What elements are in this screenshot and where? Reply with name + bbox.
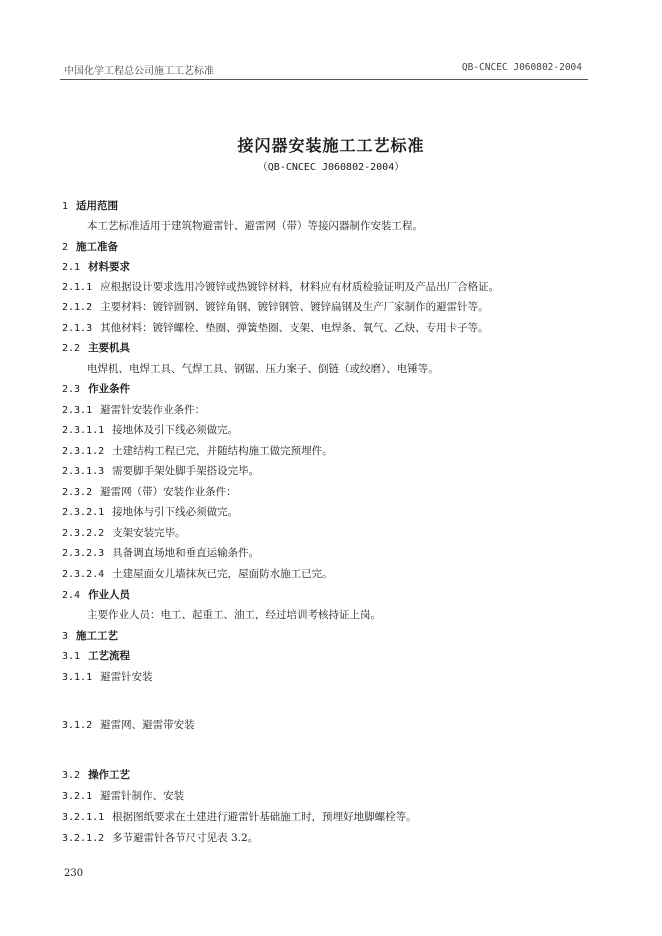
line-text: 施工工艺 xyxy=(76,630,119,642)
line-text: 其他材料：镀锌螺栓、垫圈、弹簧垫圈、支架、电焊条、氧气、乙炔、专用卡子等。 xyxy=(100,322,489,334)
section-number: 2.1.1 xyxy=(62,282,93,293)
line-text: 接地体及引下线必须做完。 xyxy=(112,424,239,436)
section-number: 3.2 xyxy=(62,770,81,781)
line-text: 具备调直场地和垂直运输条件。 xyxy=(112,547,260,559)
section-heading xyxy=(62,382,130,397)
line-text: 接地体与引下线必须做完。 xyxy=(112,506,239,518)
line-text: 材料要求 xyxy=(88,261,131,273)
line-text: 需要脚手架处脚手架搭设完毕。 xyxy=(112,465,260,477)
body-line xyxy=(62,718,195,733)
section-number: 2.1 xyxy=(62,262,81,273)
section-number: 2.1.2 xyxy=(62,302,93,313)
section-number: 3.1.2 xyxy=(62,720,93,731)
line-text: 避雷网、避雷带安装 xyxy=(100,719,195,731)
line-text: 施工准备 xyxy=(76,241,119,253)
section-number: 2.3.2.1 xyxy=(62,507,105,518)
section-heading xyxy=(62,199,118,214)
document-title: 接闪器安装施工工艺标准 xyxy=(237,136,425,155)
section-number: 2.4 xyxy=(62,590,81,601)
line-text: 操作工艺 xyxy=(88,769,131,781)
section-number: 2.3.2 xyxy=(62,487,93,498)
section-heading xyxy=(62,341,130,356)
body-line xyxy=(62,423,238,438)
section-number: 2.3.2.2 xyxy=(62,528,105,539)
line-text: 土建屋面女儿墙抹灰已完，屋面防水施工已完。 xyxy=(112,568,333,580)
line-text: 避雷针安装 xyxy=(100,671,153,683)
section-number: 3.1.1 xyxy=(62,672,93,683)
body-line xyxy=(62,403,205,418)
body-line xyxy=(62,567,333,582)
line-text: 电焊机、电焊工具、气焊工具、钢锯、压力案子、倒链（或绞磨）、电锤等。 xyxy=(87,363,439,375)
line-text: 作业条件 xyxy=(88,383,131,395)
line-text: 避雷针安装作业条件： xyxy=(100,404,206,416)
section-number: 3 xyxy=(62,631,69,642)
section-number: 2.3.2.3 xyxy=(62,548,105,559)
line-text: 主要材料：镀锌圆钢、镀锌角钢、镀锌钢管、镀锌扁钢及生产厂家制作的避雷针等。 xyxy=(100,301,489,313)
body-line xyxy=(62,321,489,336)
section-number: 1 xyxy=(62,201,69,212)
section-number: 2.3.1 xyxy=(62,405,93,416)
section-number: 2.1.3 xyxy=(62,323,93,334)
section-number: 2.3.1.3 xyxy=(62,466,105,477)
body-line xyxy=(62,546,259,561)
section-number: 2.3.1.2 xyxy=(62,446,105,457)
section-number: 2.3.1.1 xyxy=(62,425,105,436)
section-number: 3.2.1 xyxy=(62,791,93,802)
body-line xyxy=(62,670,153,685)
body-line xyxy=(62,831,258,846)
section-heading xyxy=(62,629,118,644)
line-text: 支架安装完毕。 xyxy=(112,527,186,539)
section-heading xyxy=(62,768,130,783)
section-number: 2.3.2.4 xyxy=(62,569,105,580)
body-line xyxy=(62,300,489,315)
body-line xyxy=(62,789,184,804)
section-heading xyxy=(62,240,118,255)
section-heading xyxy=(62,260,130,275)
line-text: 多节避雷针各节尺寸见表 3.2。 xyxy=(112,832,259,844)
section-number: 3.2.1.2 xyxy=(62,833,105,844)
body-line xyxy=(62,485,237,500)
section-heading xyxy=(62,649,130,664)
section-heading xyxy=(62,588,130,603)
section-number: 2.3 xyxy=(62,384,81,395)
page-number: 230 xyxy=(64,868,84,879)
line-text: 根据图纸要求在土建进行避雷针基础施工时，预埋好地脚螺栓等。 xyxy=(112,811,417,823)
line-text: 土建结构工程已完，并随结构施工做完预埋件。 xyxy=(112,445,333,457)
line-text: 应根据设计要求选用冷镀锌或热镀锌材料，材料应有材质检验证明及产品出厂合格证。 xyxy=(100,281,500,293)
body-line xyxy=(62,444,333,459)
line-text: 作业人员 xyxy=(88,589,131,601)
body-line xyxy=(62,464,259,479)
header-divider xyxy=(60,79,588,80)
line-text: 主要机具 xyxy=(88,342,131,354)
body-line xyxy=(62,810,417,825)
line-text: 避雷针制作、安装 xyxy=(100,790,185,802)
body-line xyxy=(62,505,238,520)
section-number: 3.2.1.1 xyxy=(62,812,105,823)
line-text: 主要作业人员：电工、起重工、油工，经过培训考核持证上岗。 xyxy=(87,609,381,621)
body-line xyxy=(62,526,186,541)
body-line xyxy=(87,608,381,622)
line-text: 避雷网（带）安装作业条件： xyxy=(100,486,237,498)
section-number: 2 xyxy=(62,242,69,253)
section-number: 2.2 xyxy=(62,343,81,354)
body-line xyxy=(62,280,499,295)
document-subtitle: （QB-CNCEC J060802-2004） xyxy=(257,162,405,173)
line-text: 适用范围 xyxy=(76,200,119,212)
line-text: 工艺流程 xyxy=(88,650,131,662)
line-text: 本工艺标准适用于建筑物避雷针、避雷网（带）等接闪器制作安装工程。 xyxy=(87,220,423,232)
section-number: 3.1 xyxy=(62,651,81,662)
body-line xyxy=(87,219,423,233)
header-standard-code: QB-CNCEC J060802-2004 xyxy=(461,62,582,73)
body-line xyxy=(87,362,439,376)
header-organization: 中国化学工程总公司施工工艺标准 xyxy=(64,66,214,77)
